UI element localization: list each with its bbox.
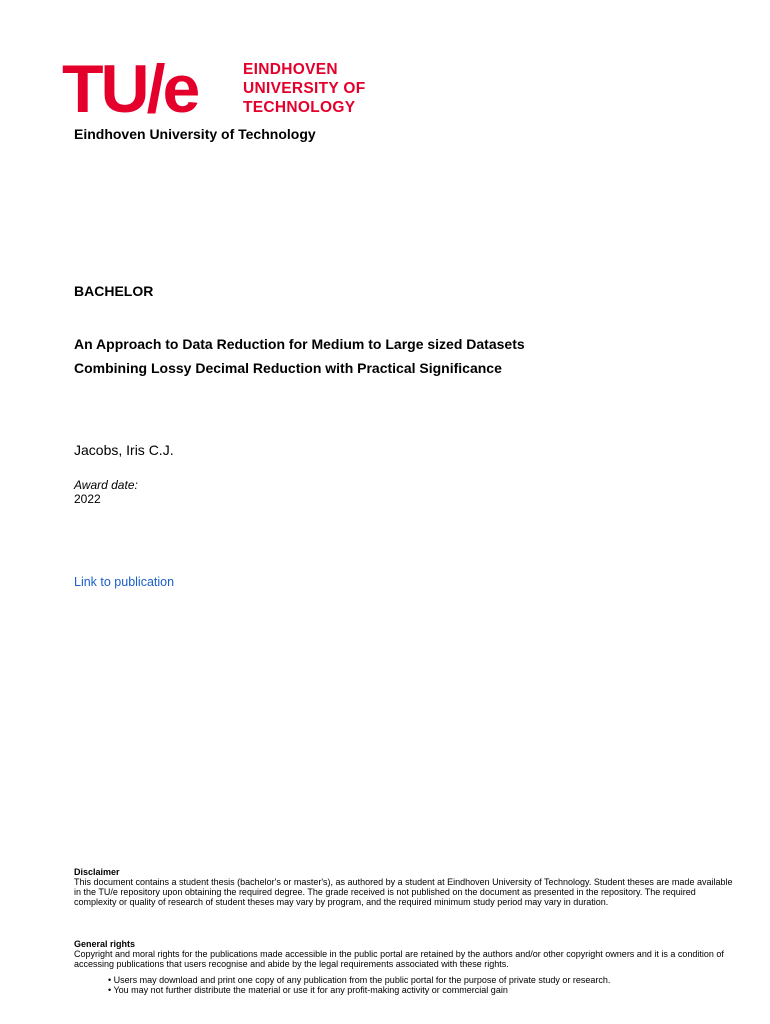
thesis-title	[74, 332, 525, 380]
logo-line-3: TECHNOLOGY	[243, 99, 356, 116]
rights-list	[74, 975, 734, 995]
award-date-label: Award date:	[74, 478, 138, 492]
logo-wordmark	[243, 60, 365, 117]
logo-mark-text: TU/e	[62, 58, 198, 118]
award-year: 2022	[74, 492, 101, 506]
disclaimer-text: This document contains a student thesis (bachelor's or master's), as authored by a student at Eindhoven University of Technology. Student theses are made available in the TU/e repository upon obtaining the required degree. The grade received is not published on the document as presented in the repository. The required complexity or quality of research of student theses may vary by program, and the required minimum study period may vary in duration.	[74, 877, 733, 907]
rights-list-item: • You may not further distribute the material or use it for any profit-making activity or commercial gain	[108, 985, 508, 995]
university-name: Eindhoven University of Technology	[74, 126, 316, 142]
publication-link[interactable]: Link to publication	[74, 575, 175, 589]
title-line-2: Combining Lossy Decimal Reduction with Practical Significance	[74, 360, 502, 376]
logo-line-1: EINDHOVEN	[243, 61, 338, 78]
general-rights-text: Copyright and moral rights for the publications made accessible in the public portal are retained by the authors and/or other copyright owners and it is a condition of accessing publications that users recognise and abide by the legal requirements associated with these rights.	[74, 949, 724, 969]
author-name: Jacobs, Iris C.J.	[74, 442, 174, 458]
tue-logo	[62, 58, 392, 118]
general-rights-heading: General rights	[74, 939, 136, 949]
general-rights-section	[74, 939, 734, 995]
disclaimer-heading: Disclaimer	[74, 867, 120, 877]
title-line-1: An Approach to Data Reduction for Medium to Large sized Datasets	[74, 336, 525, 352]
logo-line-2: UNIVERSITY OF	[243, 80, 366, 97]
disclaimer-section	[74, 867, 734, 907]
rights-list-item: • Users may download and print one copy of any publication from the public portal for the purpose of private study or research.	[108, 975, 611, 985]
tue-logo-mark	[62, 58, 237, 118]
degree-label: BACHELOR	[74, 283, 154, 299]
